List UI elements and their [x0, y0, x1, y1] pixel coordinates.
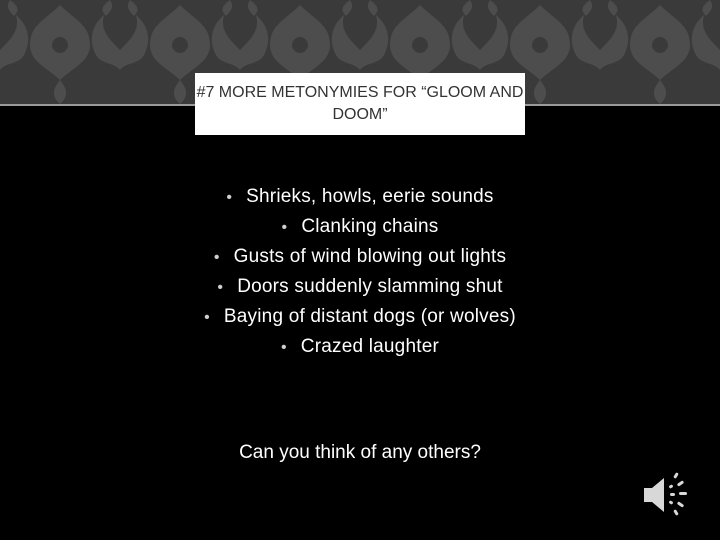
list-item	[0, 242, 720, 272]
bullet-icon: •	[226, 189, 233, 206]
list-item-text: Crazed laughter	[300, 336, 439, 357]
list-item	[0, 212, 720, 242]
bullet-list	[0, 182, 720, 362]
list-item	[0, 332, 720, 362]
list-item-text: Baying of distant dogs (or wolves)	[223, 306, 516, 327]
closing-question: Can you think of any others?	[239, 442, 481, 463]
bullet-icon: •	[281, 219, 288, 236]
bullet-icon: •	[204, 309, 210, 326]
list-item-text: Clanking chains	[301, 216, 439, 237]
list-item	[0, 182, 720, 212]
list-item-text: Shrieks, howls, eerie sounds	[246, 186, 494, 207]
title-box	[195, 73, 525, 135]
bullet-icon: •	[280, 339, 287, 356]
slide-title: #7 MORE METONYMIES FOR “GLOOM AND DOOM”	[196, 84, 524, 123]
list-item-text: Doors suddenly slamming shut	[237, 276, 503, 297]
bullet-icon: •	[217, 279, 224, 296]
list-item-text: Gusts of wind blowing out lights	[233, 246, 507, 267]
bullet-icon: •	[213, 249, 220, 266]
speaker-icon[interactable]	[640, 470, 690, 520]
list-item	[0, 302, 720, 332]
list-item	[0, 272, 720, 302]
